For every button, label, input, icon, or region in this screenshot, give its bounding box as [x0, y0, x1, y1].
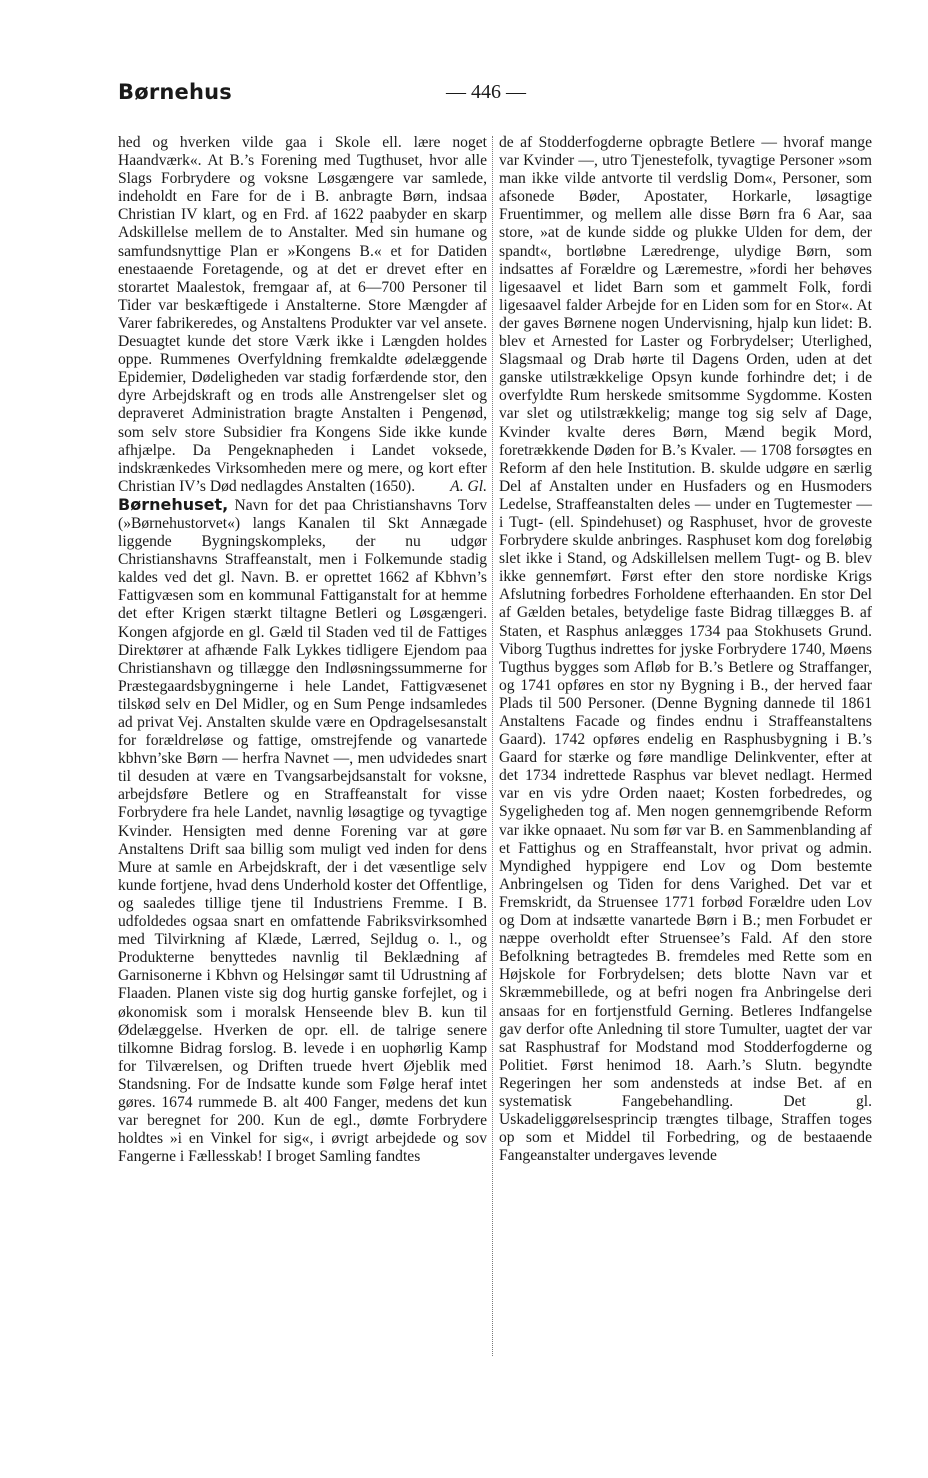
- paragraph-text: hed og hverken vilde gaa i Skole ell. lære noget Haandværk«. At B.’s Forening med Tugthuset, hvor alle Slags Forbrydere og voksne Løsgængere var samlede, indeholdt en Fare for de i B. anbragte Børn, indsaa Christian IV klart, og en Frd. af 1622 paabyder en skarp Adskillelse mellem de to Anstalter. Med sin humane og samfundsnyttige Plan er »Kongens B.« et for Datiden enestaaende Foretagende, og at det er drevet efter en storartet Maalestok, fremgaar af, at 6—700 Personer til Tider var beskæftigede i Anstalterne. Store Mængder af Varer fabrikeredes, og Anstaltens Produkter var vel ansete. Desuagtet kunde det store Værk ikke i Længden holdes oppe. Rummenes Overfyldning fremkaldte ødelæggende Epidemier, Dødeligheden var stadig forfærdende stor, den dyre Arbejdskraft og en trods alle Anstrengelser slet og depraveret Administration bragte Anstalten i Pengenød, som selv store Subsidier fra Kongens Side ikke kunde afhjælpe. Da Pengeknapheden i Landet voksede, indskrænkedes Virksomheden mere og mere, og kort efter Christian IV’s Død nedlagdes Anstalten (1650).: [118, 134, 487, 495]
- right-column-text: de af Stodderfogderne opbragte Betlere — hvoraf mange var Kvinder —, utro Tjenestefolk, tyvagtige Personer »som man ikke vilde antvorte til verdslig Dom«, Personer, som afsonede Bøder, Apostater, Horkarle, løsagtige Fruentimmer, og mellem alle disse Børn fra 6 Aar, saa store, »at de kunde sidde og plukke Ulden for dem, der spandt«, bortløbne Læredrenge, ulydige Børn, som indsattes af Forældre og Læremestre, »fordi her behøves ligesaavel et lidet Barn som et gammelt Folk, fordi ligesaavel falder Arbejde for en Liden som for en Stor«. At der gaves Børnene nogen Undervisning, hjalp kun lidet: B. blev et Arnested for Laster og Forbrydelser; Uterlighed, Slagsmaal og Drab hørte til Dagens Orden, uden at det ganske utilstrækkelige Opsyn kunde forhindre det; i de overfyldte Rum herskede smitsomme Sygdomme. Kosten var slet og utilstrækkelig; mange tog sig selv af Dage, Kvinder kvalte deres Børn, Mænd begik Mord, foretrækkende Døden for B.’s Kvaler. — 1708 forsøgtes en Reform af den hele Institution. B. skulde udgøre en særlig Del af Anstalten under en Husfaders og en Husmoders Ledelse, Straffeanstalten deles — under en Tugtemester — i Tugt- (ell. Spindehuset) og Rasphuset, hvor de groveste Forbrydere skulde anbringes. Rasphuset kom dog foreløbig slet ikke i Stand, og Adskillelsen mellem Tugt- og B. blev ikke gennemført. Først efter den store nordiske Krigs Afslutning forbedres Forholdene efterhaanden. En stor Del af Gælden betales, betydelige faste Bidrag tillægges B. af Staten, et Rasphus anlægges 1734 paa Stokhusets Grund. Viborg Tugthus indrettes for jyske Forbrydere 1740, Møens Tugthus bygges som Afløb for B.’s Betlere og Straffanger, og 1741 opføres en stor ny Bygning i B., der herved faar Plads til 500 Personer. (Denne Bygning dannede til 1861 Anstaltens Facade og findes endnu i Straffeanstaltens Gaard). 1742 opføres endelig en Rasphusbygning i B.’s Gaard for stærke og føre mandlige Delinkventer, efter at det 1734 indrettede Rasphus var blevet nedlagt. Hermed var en vis ydre Orden naaet; Kosten forbedredes, og Sygeligheden tog af. Men nogen gennemgribende Reform var ikke opnaaet. Nu som før var B. en Sammenblanding af et Fattighus og en Straffeanstalt, hvor privat og admin. Myndighed hyppigere end Lov og Dom bestemte Anbringelsen og Tiden for dens Varighed. Det var et Fremskridt, da Struensee 1771 forbød Forældre uden Lov og Dom at indsætte vanartede Børn i B.; men Forbudet er næppe overholdt efter Struensee’s Fald. Af den store Befolkning betragtedes B. fremdeles med Rette som en Højskole for Forbrydelsen; dets blotte Navn var et Skræmmebillede, og at befri nogen fra Anbringelse deri ansaas for en fortjenstfuld Gerning. Betleres Indfangelse gav derfor ofte Anledning til store Tumulter, uagtet der var sat Rasphustraf for Modstand mod Stodderfogderne og Politiet. Først henimod 18. Aarh.’s Slutn. begyndte Regeringen her som andensteds at indse Bet. af en systematisk Fangebehandling. Det gl. Uskadeliggørelsesprincip trængtes tilbage, Straffen toges op som et Middel til Forbedring, og de bestaaende Fangeanstalter undergaves levende: [499, 134, 872, 1165]
- running-header: [118, 80, 888, 112]
- entry-text: Navn for det paa Christianshavns Torv (»Børnehustorvet«) langs Kanalen til Skt Annægade liggende Bygningskompleks, der nu udgør Christianshavns Straffeanstalt, men i Folkemunde stadig kaldes ved det gl. Navn. B. er oprettet 1662 af Kbhvn’s Fattigvæsen som en kommunal Fattiganstalt for at hemme det efter Krigen stærkt tiltagne Betleri og Løsgængeri. Kongen afgjorde en gl. Gæld til Staden ved til de Fattiges Direktører at afhænde Falk Lykkes tidligere Ejendom paa Christianshavn og tillægge den Indløsningssummerne for Præstegaardsbygningerne i hele Landet, Fattigvæsenet tilskød selv en Del Midler, og en Sum Penge indsamledes ad privat Vej. Anstalten skulde være en Opdragelsesanstalt for forældreløse og fattige, omstrejfende og vanartede kbhvn’ske Børn — herfra Navnet —, men udvidedes snart til desuden at være en Tvangsarbejdsanstalt for voksne, arbejdsføre Betlere og en Straffeanstalt for visse Forbrydere fra hele Landet, navnlig løsagtige og tyvagtige Kvinder. Hensigten med denne Forening var at gøre Anstaltens Drift saa billig som muligt ved inden for dens Mure at samle en Arbejdskraft, der i det væsentlige selv kunde fortjene, hvad dens Underhold koster det Offentlige, og saaledes tillige tjene til Industriens Fremme. I B. udfoldedes ogsaa snart en omfattende Fabriksvirksomhed med Tilvirkning af Klæde, Lærred, Sejldug o. l., og Produkterne benyttedes navnlig til Beklædning af Garnisonerne i Kbhvn og Helsingør samt til Udrustning af Flaaden. Planen viste sig dog hurtig ganske forfejlet, og i økonomisk som i moralsk Henseende blev B. kun til Ødelæggelse. Hverken de opr. ell. de talrige senere tilkomne Bidrag forslog. B. levede i en uophørlig Kamp for Tilværelsen, og Driften truede hvert Øjeblik med Standsning. For de Indsatte kunde som Følge heraf intet gøres. 1674 rummede B. alt 400 Fanger, medens det kun var beregnet for 200. Kun de egl., dømte Forbrydere holdtes »i en Vinkel for sig«, i øvrigt arbejdede og sov Fangerne i Fællesskab! I broget Samling fandtes: [118, 496, 487, 1166]
- entry-borneshuset: [118, 496, 487, 1166]
- paragraph-continued: [118, 134, 487, 496]
- running-title: Børnehus: [118, 80, 232, 104]
- entry-headword: Børnehuset,: [118, 494, 229, 514]
- column-divider: [492, 136, 493, 1356]
- right-column: [499, 134, 872, 1165]
- page-number: — 446 —: [446, 81, 526, 103]
- author-signature: A. Gl.: [450, 477, 487, 495]
- left-column: [118, 134, 487, 1166]
